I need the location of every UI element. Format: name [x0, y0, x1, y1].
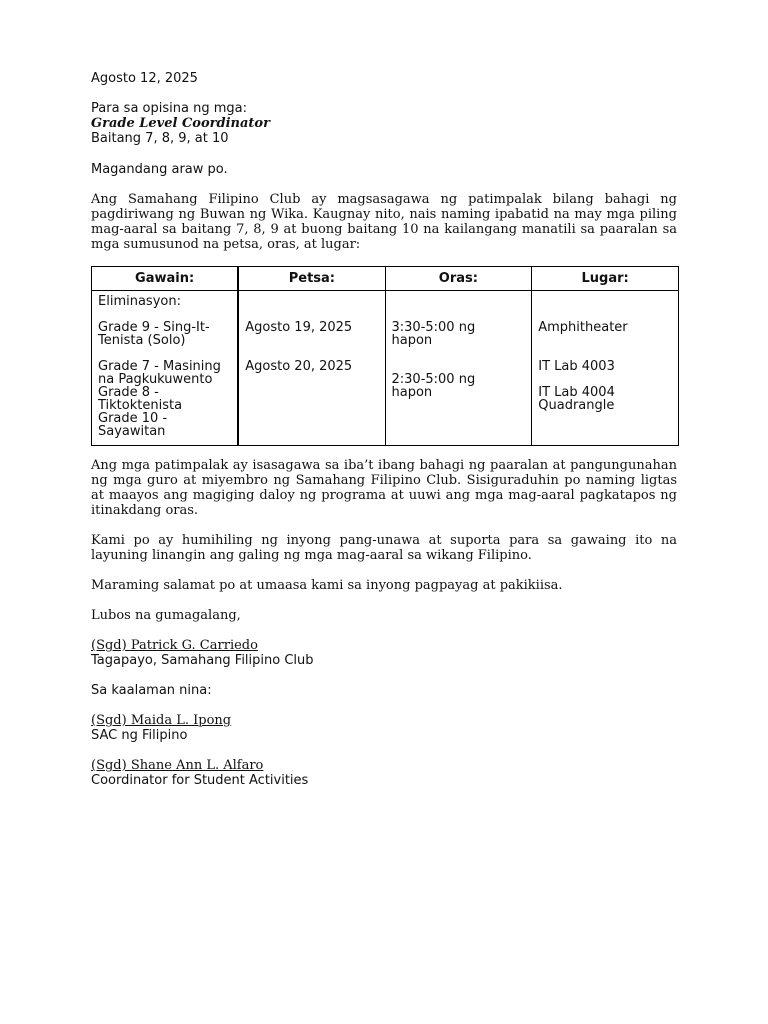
noted-name-1: (Sgd) Maida L. Ipong	[91, 713, 232, 728]
body-intro: Ang Samahang Filipino Club ay magsasagawa ng patimpalak bilang bahagi ng pagdiriwang ng Buwan ng Wika. Kaugnay nito, nais naming ipabatid na may mga piling mag-aaral sa baitang 7, 8, 9 at buong baitang 10 na kailangang manatili sa paaralan sa mga sumusunod na petsa, oras, at lugar:	[91, 192, 677, 252]
closing: Lubos na gumagalang,	[91, 608, 241, 623]
header-lugar: Lugar:	[532, 267, 679, 291]
cell-line: Agosto 20, 2025	[245, 359, 353, 374]
cell-line: Grade 9 - Sing-It-	[98, 320, 210, 335]
cell-line: Grade 10 -	[98, 411, 168, 426]
letter-date: Agosto 12, 2025	[91, 71, 198, 86]
cell-line	[538, 334, 672, 347]
recipient-title: Grade Level Coordinator	[91, 116, 270, 131]
greeting: Magandang araw po.	[91, 162, 228, 177]
cell-line: Grade 8 -	[98, 385, 159, 400]
noted-position-1: SAC ng Filipino	[91, 728, 188, 743]
header-gawain: Gawain:	[92, 267, 239, 291]
cell-line: Tenista (Solo)	[98, 333, 186, 348]
cell-line: Eliminasyon:	[98, 294, 181, 309]
cell-petsa	[238, 291, 385, 446]
cell-line	[392, 295, 526, 308]
letter-page	[91, 71, 677, 788]
noted-position-2: Coordinator for Student Activities	[91, 773, 309, 788]
cell-line	[538, 295, 672, 308]
cell-oras	[385, 291, 532, 446]
cell-line	[245, 334, 378, 347]
body-thanks: Maraming salamat po at umaasa kami sa inyong pagpayag at pakikiisa.	[91, 578, 563, 593]
header-petsa: Petsa:	[238, 267, 385, 291]
cell-line: Quadrangle	[538, 398, 615, 413]
cell-line: na Pagkukuwento	[98, 372, 213, 387]
cell-line: Sayawitan	[98, 424, 166, 439]
noted-by-label: Sa kaalaman nina:	[91, 683, 212, 698]
cell-line: 3:30-5:00 ng	[391, 320, 476, 335]
header-oras: Oras:	[385, 267, 532, 291]
cell-line: Tiktoktenista	[98, 398, 183, 413]
signatory-position: Tagapayo, Samahang Filipino Club	[91, 653, 314, 668]
noted-name-2: (Sgd) Shane Ann L. Alfaro	[91, 758, 264, 773]
body-request: Kami po ay humihiling ng inyong pang-unawa at suporta para sa gawaing ito na layuning linangin ang galing ng mga mag-aaral sa wikang Filipino.	[91, 533, 677, 563]
cell-lugar	[532, 291, 679, 446]
cell-line: 2:30-5:00 ng	[391, 372, 476, 387]
cell-line	[245, 295, 378, 308]
cell-line: Amphitheater	[538, 320, 628, 335]
cell-gawain	[92, 291, 239, 446]
recipient-prefix: Para sa opisina ng mga:	[91, 101, 247, 116]
cell-line: Agosto 19, 2025	[245, 320, 353, 335]
body-safety: Ang mga patimpalak ay isasagawa sa iba’t ibang bahagi ng paaralan at pangungunahan ng mga guro at miyembro ng Samahang Filipino Club. Sisiguraduhin po naming ligtas at maayos ang magiging daloy ng programa at uuwi ang mga mag-aaral pagkatapos ng itinakdang oras.	[91, 458, 677, 518]
cell-line: hapon	[391, 385, 433, 400]
cell-line: Grade 7 - Masining	[98, 359, 221, 374]
cell-line: hapon	[391, 333, 433, 348]
schedule-row	[92, 291, 679, 446]
cell-line: IT Lab 4004	[538, 385, 615, 400]
schedule-header-row	[92, 267, 679, 291]
schedule-table	[91, 266, 679, 446]
cell-line: IT Lab 4003	[538, 359, 615, 374]
signatory-name: (Sgd) Patrick G. Carriedo	[91, 638, 258, 653]
recipient-grades: Baitang 7, 8, 9, at 10	[91, 131, 229, 146]
cell-line	[392, 347, 526, 360]
